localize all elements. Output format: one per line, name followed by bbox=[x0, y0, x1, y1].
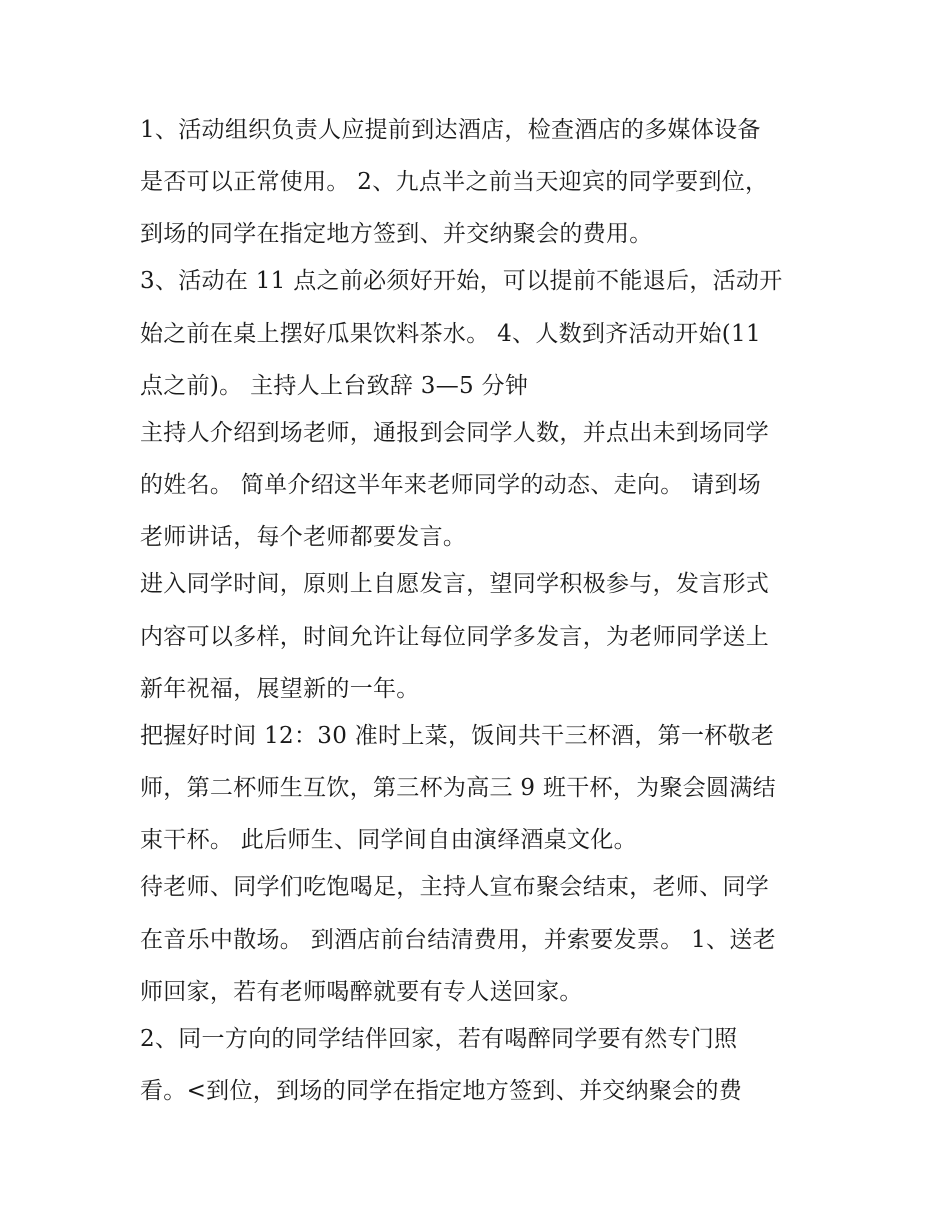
text-line: 进入同学时间，原则上自愿发言，望同学积极参与，发言形式 bbox=[140, 571, 770, 597]
text-line: 到场的同学在指定地方签到、并交纳聚会的费用。 bbox=[140, 221, 653, 247]
text-line: 点之前)。 主持人上台致辞 3—5 分钟 bbox=[140, 373, 529, 399]
text-line: 束干杯。 此后师生、同学间自由演绎酒桌文化。 bbox=[140, 827, 637, 853]
text-line: 在音乐中散场。 到酒店前台结清费用，并索要发票。 1、送老 bbox=[140, 927, 776, 953]
text-line: 是否可以正常使用。 2、九点半之前当天迎宾的同学要到位， bbox=[140, 169, 769, 195]
text-line: 1、活动组织负责人应提前到达酒店，检查酒店的多媒体设备 bbox=[140, 117, 761, 143]
text-line: 待老师、同学们吃饱喝足，主持人宣布聚会结束，老师、同学 bbox=[140, 874, 770, 900]
text-line: 主持人介绍到场老师，通报到会同学人数，并点出未到场同学 bbox=[140, 420, 770, 446]
text-line: 始之前在桌上摆好瓜果饮料茶水。 4、人数到齐活动开始(11 bbox=[140, 321, 761, 347]
text-line: 内容可以多样，时间允许让每位同学多发言，为老师同学送上 bbox=[140, 624, 770, 650]
text-line: 2、同一方向的同学结伴回家，若有喝醉同学要有然专门照 bbox=[140, 1026, 738, 1052]
text-line: 师，第二杯师生互饮，第三杯为高三 9 班干杯，为聚会圆满结 bbox=[140, 775, 776, 801]
text-line: 看。<到位，到场的同学在指定地方签到、并交纳聚会的费 bbox=[140, 1078, 743, 1104]
text-line: 新年祝福，展望新的一年。 bbox=[140, 676, 420, 702]
text-line: 的姓名。 简单介绍这半年来老师同学的动态、走向。 请到场 bbox=[140, 472, 762, 498]
text-line: 师回家，若有老师喝醉就要有专人送回家。 bbox=[140, 979, 583, 1005]
text-line: 3、活动在 11 点之前必须好开始，可以提前不能退后，活动开 bbox=[140, 268, 783, 294]
text-line: 把握好时间 12：30 准时上菜，饭间共干三杯酒，第一杯敬老 bbox=[140, 723, 775, 749]
text-line: 老师讲话，每个老师都要发言。 bbox=[140, 524, 467, 550]
